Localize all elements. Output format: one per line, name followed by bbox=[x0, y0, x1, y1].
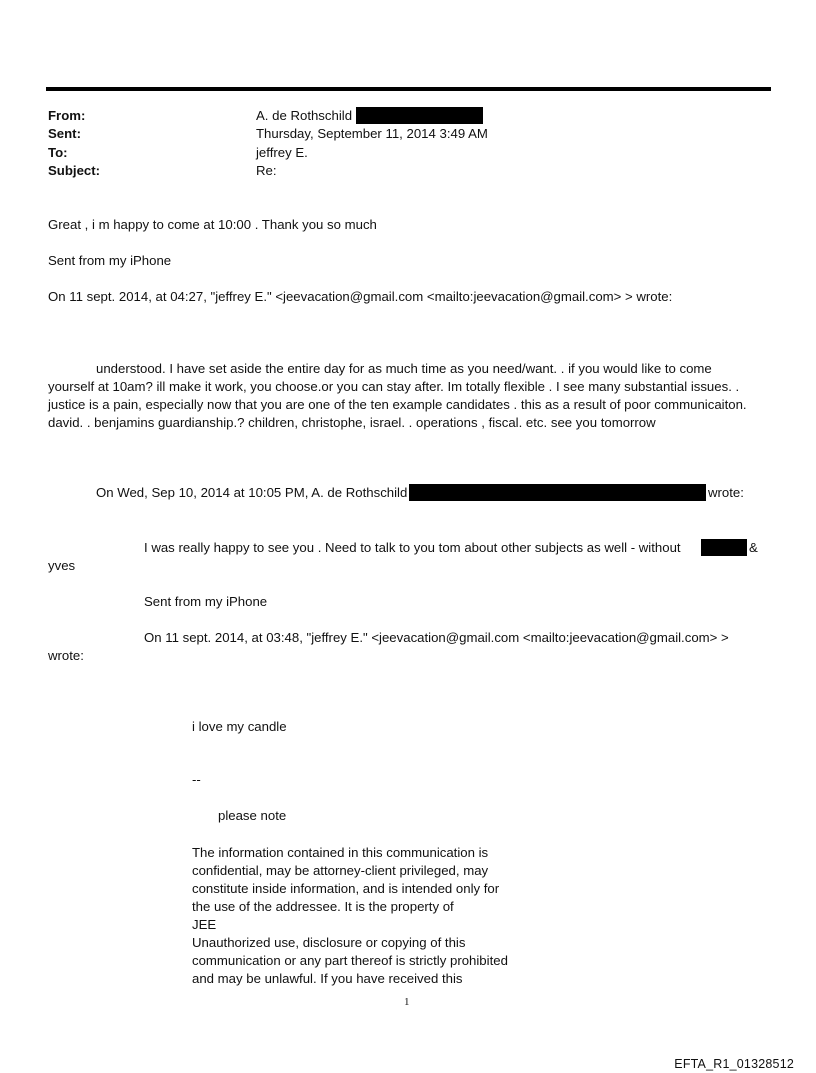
to-label: To: bbox=[48, 145, 68, 160]
to-value: jeffrey E. bbox=[256, 145, 308, 160]
quote-intro-3: On 11 sept. 2014, at 03:48, "jeffrey E." <jeevacation@gmail.com <mailto:jeevacation@gmail.com> > bbox=[144, 630, 729, 645]
quote-intro-1: On 11 sept. 2014, at 04:27, "jeffrey E." <jeevacation@gmail.com <mailto:jeevacation@gmail.com> > wrote: bbox=[48, 289, 673, 304]
subject-value: Re: bbox=[256, 163, 277, 178]
sent-from-iphone-2: Sent from my iPhone bbox=[144, 594, 268, 609]
quote-intro-2-wrote: wrote: bbox=[708, 485, 744, 500]
disclaimer-line: JEE bbox=[192, 917, 217, 932]
disclaimer-line: constitute inside information, and is intended only for bbox=[192, 881, 500, 896]
sent-value: Thursday, September 11, 2014 3:49 AM bbox=[256, 126, 488, 141]
disclaimer-line: The information contained in this communication is bbox=[192, 845, 489, 860]
from-label: From: bbox=[48, 108, 86, 123]
candle-line: i love my candle bbox=[192, 719, 287, 734]
message-ampersand: & bbox=[749, 540, 758, 555]
redaction-block bbox=[701, 539, 747, 556]
signature-dashes: -- bbox=[192, 772, 201, 787]
disclaimer-line: Unauthorized use, disclosure or copying of this bbox=[192, 935, 466, 950]
sent-from-iphone-1: Sent from my iPhone bbox=[48, 253, 172, 268]
message-line-1: I was really happy to see you . Need to talk to you tom about other subjects as well - without bbox=[144, 540, 681, 555]
from-value: A. de Rothschild bbox=[256, 108, 353, 123]
subject-label: Subject: bbox=[48, 163, 101, 178]
redaction-block bbox=[409, 484, 706, 501]
disclaimer-line: the use of the addressee. It is the property of bbox=[192, 899, 454, 914]
disclaimer-line: confidential, may be attorney-client privileged, may bbox=[192, 863, 489, 878]
sent-label: Sent: bbox=[48, 126, 81, 141]
footer-document-id: EFTA_R1_01328512 bbox=[674, 1057, 794, 1071]
please-note: please note bbox=[218, 808, 287, 823]
message-line-2: yves bbox=[48, 558, 76, 573]
header-rule bbox=[46, 87, 771, 91]
body-line-1: Great , i m happy to come at 10:00 . Thank you so much bbox=[48, 217, 377, 232]
redaction-block bbox=[356, 107, 483, 124]
disclaimer-line: communication or any part thereof is strictly prohibited bbox=[192, 953, 508, 968]
reply-paragraph: understood. I have set aside the entire day for as much time as you need/want. . if you would like to come yourself at 10am? ill make it work, you choose.or you can stay after. Im totally flexible . I see many substantial issues. . justice is a pain, especially now that you are one of the ten example candidates . this as a result of poor communicaiton. david. . benjamins guardianship.? children, christophe, israel. . operations , fiscal. etc. see you tomorrow bbox=[48, 361, 747, 430]
disclaimer-line: and may be unlawful. If you have received this bbox=[192, 971, 463, 986]
page-number: 1 bbox=[404, 996, 410, 1008]
quote-intro-2: On Wed, Sep 10, 2014 at 10:05 PM, A. de Rothschild bbox=[96, 485, 408, 500]
quote-intro-3-wrote: wrote: bbox=[48, 648, 84, 663]
